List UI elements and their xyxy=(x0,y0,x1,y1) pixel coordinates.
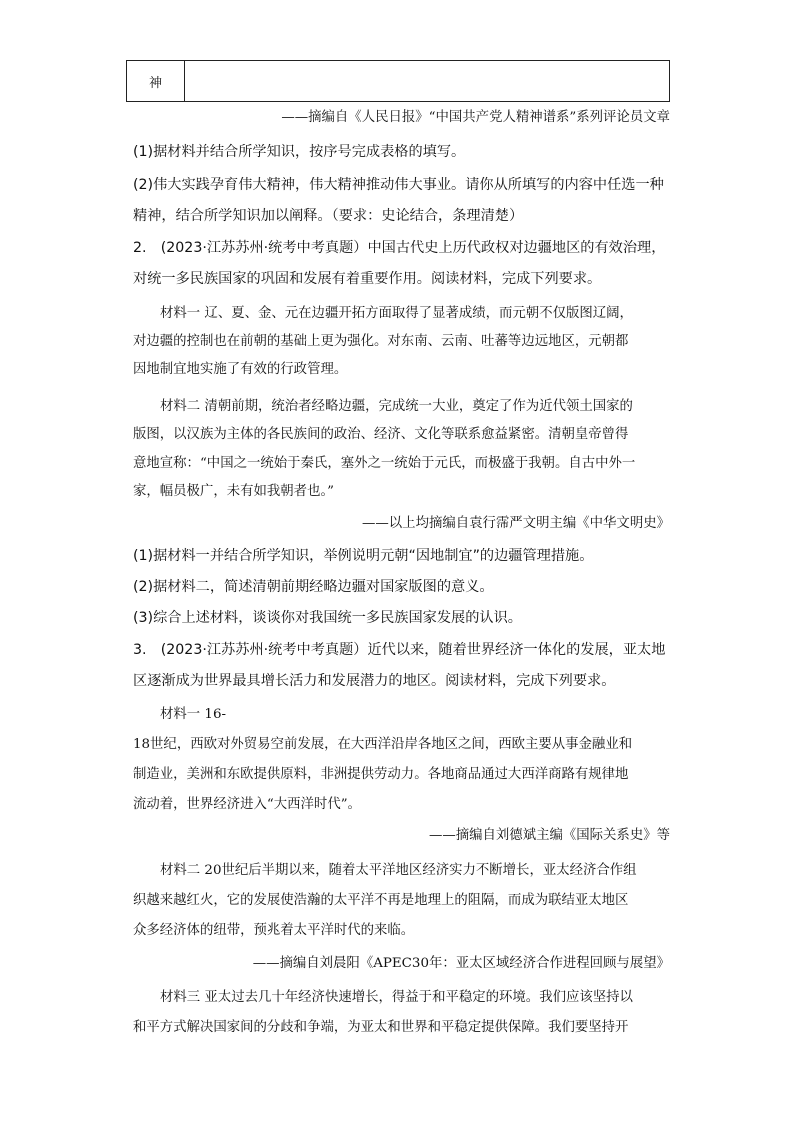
material-line: 因地制宜地实施了有效的行政管理。 xyxy=(133,362,348,377)
question-line: (1)据材料一并结合所学知识，举例说明元朝“因地制宜”的边疆管理措施。 xyxy=(133,548,594,564)
question-stem: 2. (2023·江苏苏州·统考中考真题）中国古代史上历代政权对边疆地区的有效治理， xyxy=(133,240,666,256)
question-stem: 对统一多民族国家的巩固和发展有着重要作用。阅读材料，完成下列要求。 xyxy=(133,271,602,287)
material-line: 材料二 20世纪后半期以来，随着太平洋地区经济实力不断增长，亚太经济合作组 xyxy=(160,863,637,878)
spirit-table xyxy=(126,60,670,102)
table-answer-cell[interactable] xyxy=(185,61,670,102)
material-line: 材料一 辽、夏、金、元在边疆开拓方面取得了显著成绩，而元朝不仅版图辽阔， xyxy=(160,306,633,321)
material-line: 流动着，世界经济进入“大西洋时代”。 xyxy=(133,797,361,812)
material-line: 意地宣称：“中国之一统始于秦氏，塞外之一统始于元氏，而极盛于我朝。自古中外一 xyxy=(133,456,636,471)
source-citation: ——摘编自《人民日报》“中国共产党人精神谱系”系列评论员文章 xyxy=(281,110,670,125)
question-line: (1)据材料并结合所学知识，按序号完成表格的填写。 xyxy=(133,144,466,160)
source-citation: ——摘编自刘晨阳《APEC30年：亚太区域经济合作进程回顾与展望》 xyxy=(252,956,670,971)
material-line: 版图，以汉族为主体的各民族间的政治、经济、文化等联系愈益紧密。清朝皇帝曾得 xyxy=(133,427,629,442)
material-line: 材料三 亚太过去几十年经济快速增长，得益于和平稳定的环境。我们应该坚持以 xyxy=(160,990,633,1005)
question-line: 精神，结合所学知识加以阐释。（要求：史论结合，条理清楚） xyxy=(133,208,524,224)
material-line: 众多经济体的纽带，预兆着太平洋时代的来临。 xyxy=(133,923,415,938)
question-line: (2)据材料二，简述清朝前期经略边疆对国家版图的意义。 xyxy=(133,579,494,595)
material-line: 制造业，美洲和东欧提供原料，非洲提供劳动力。各地商品通过大西洋商路有规律地 xyxy=(133,767,629,782)
material-line: 家，幅员极广，未有如我朝者也。” xyxy=(133,484,335,499)
material-line: 材料一 16- xyxy=(160,707,226,722)
material-line: 和平方式解决国家间的分歧和争端，为亚太和世界和平稳定提供保障。我们要坚持开 xyxy=(133,1020,629,1035)
material-line: 对边疆的控制也在前朝的基础上更为强化。对东南、云南、吐蕃等边远地区，元朝都 xyxy=(133,334,629,349)
source-citation: ——摘编自刘德斌主编《国际关系史》等 xyxy=(428,828,670,843)
material-line: 18世纪，西欧对外贸易空前发展，在大西洋沿岸各地区之间，西欧主要从事金融业和 xyxy=(133,737,633,752)
question-line: (2)伟大实践孕育伟大精神，伟大精神推动伟大事业。请你从所填写的内容中任选一种 xyxy=(133,177,664,193)
question-stem: 3. (2023·江苏苏州·统考中考真题）近代以来，随着世界经济一体化的发展，亚太地 xyxy=(133,642,666,658)
material-line: 材料二 清朝前期，统治者经略边疆，完成统一大业，奠定了作为近代领土国家的 xyxy=(160,399,633,414)
table-row-label: 神 xyxy=(127,61,185,102)
table-row xyxy=(127,61,670,102)
source-citation: ——以上均摘编自袁行霈严文明主编《中华文明史》 xyxy=(362,516,670,531)
question-line: (3)综合上述材料，谈谈你对我国统一多民族国家发展的认识。 xyxy=(133,610,522,626)
question-stem: 区逐渐成为世界最具增长活力和发展潜力的地区。阅读材料，完成下列要求。 xyxy=(133,673,616,689)
material-line: 织越来越红火，它的发展使浩瀚的太平洋不再是地理上的阻隔，而成为联结亚太地区 xyxy=(133,893,629,908)
